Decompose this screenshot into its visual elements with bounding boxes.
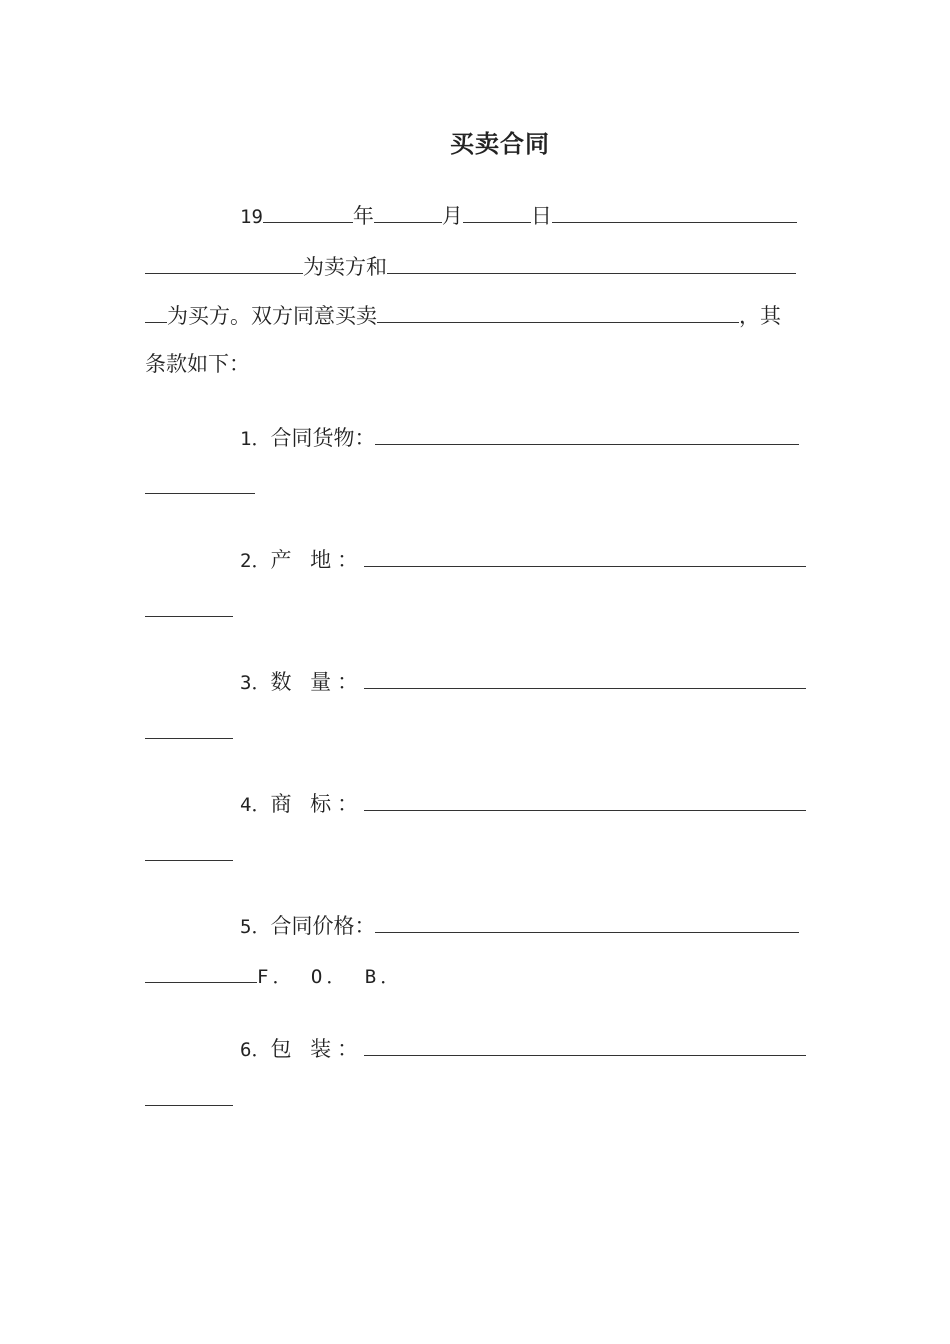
buyer-name-blank-2[interactable] [145,300,167,323]
clause-label: 数 量： [270,670,365,694]
clause-price-blank[interactable] [375,910,799,933]
clause-label: 合同价格： [270,914,376,938]
year-label: 年 [352,204,374,228]
clause-origin-blank[interactable] [364,544,806,567]
year-blank[interactable] [263,200,353,223]
clause-number: 2． [240,550,271,572]
clause-goods-blank[interactable] [375,422,799,445]
clause-number: 5． [240,916,271,938]
clause-number: 6． [240,1039,271,1061]
terms-intro: 条款如下： [145,352,250,376]
clause-label: 产 地： [270,548,365,572]
clause-quantity [240,666,806,697]
clause-trademark-blank[interactable] [364,788,806,811]
clause-origin [240,544,806,575]
seller-label: 为卖方和 [303,255,387,279]
preamble-seller-line [145,251,796,281]
document-title: 买卖合同 [450,130,550,158]
clause-price [240,910,799,941]
day-label: 日 [530,204,552,228]
clause-number: 3． [240,672,271,694]
month-label: 月 [441,204,463,228]
clause-label: 商 标： [270,792,365,816]
clause-goods [240,422,799,453]
preamble-buyer-line [145,300,781,330]
clause-packing-blank[interactable] [364,1033,806,1056]
year-prefix: 19 [240,206,263,228]
seller-name-blank-2[interactable] [145,251,303,274]
clause-packing-blank-continued[interactable] [145,1104,233,1106]
clause-label: 合同货物： [270,426,376,450]
month-blank[interactable] [374,200,442,223]
preamble-terms-line [145,350,250,378]
clause-trademark-blank-continued[interactable] [145,859,233,861]
price-term-fob: F． O． B． [257,966,404,988]
clause-label: 包 装： [270,1037,365,1061]
clause-price-blank-continued[interactable] [145,960,257,983]
preamble-date-line [240,200,797,231]
terms-comma: ，其 [739,304,781,328]
buyer-name-blank-1[interactable] [387,251,796,274]
goods-blank[interactable] [377,300,739,323]
clause-goods-blank-continued[interactable] [145,492,255,494]
clause-origin-blank-continued[interactable] [145,615,233,617]
clause-quantity-blank[interactable] [364,666,806,689]
buyer-label: 为买方。双方同意买卖 [167,304,377,328]
day-blank[interactable] [463,200,531,223]
clause-trademark [240,788,806,819]
clause-price-continued [145,960,403,991]
clause-packing [240,1033,806,1064]
clause-number: 4． [240,794,271,816]
clause-quantity-blank-continued[interactable] [145,737,233,739]
seller-name-blank-1[interactable] [552,200,797,223]
clause-number: 1． [240,428,271,450]
